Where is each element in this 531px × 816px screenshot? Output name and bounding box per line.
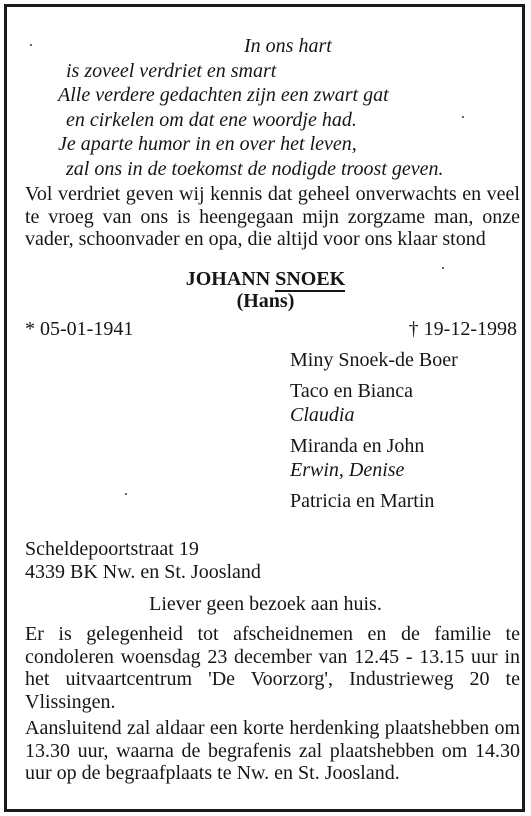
first-name: JOHANN — [185, 268, 271, 290]
family-member: Miny Snoek-de Boer — [290, 349, 458, 371]
family-member: Patricia en Martin — [290, 490, 435, 512]
poem-line: In ons hart — [244, 35, 332, 57]
funeral-paragraph: Aansluitend zal aldaar een korte herdenking plaatshebben om 13.30 uur, waarna de begrafenis zal plaatshebben om 14.30 uur op de begraafplaats te Nw. en St. Joosland. — [25, 717, 520, 784]
birth-date: * 05-01-1941 — [25, 318, 134, 340]
poem — [58, 34, 444, 181]
grandchildren: Erwin, Denise — [290, 459, 405, 481]
address-city: 4339 BK Nw. en St. Joosland — [25, 561, 261, 583]
poem-line: Alle verdere gedachten zijn een zwart gat — [58, 84, 389, 106]
family-list — [290, 348, 458, 513]
poem-line: Je aparte humor in en over het leven, — [58, 133, 357, 155]
deceased-name — [0, 268, 531, 290]
no-visit-note: Liever geen bezoek aan huis. — [149, 593, 382, 615]
death-date: † 19-12-1998 — [408, 318, 517, 340]
address-street: Scheldepoortstraat 19 — [25, 538, 199, 560]
grandchildren: Claudia — [290, 404, 355, 426]
print-speck — [125, 493, 127, 495]
family-member: Miranda en John — [290, 435, 425, 457]
poem-line: zal ons in de toekomst de nodigde troost geven. — [66, 157, 444, 180]
print-speck — [442, 267, 444, 269]
condolence-paragraph: Er is gelegenheid tot afscheidnemen en de familie te condoleren woensdag 23 december van 12.45 - 13.15 uur in het uitvaartcentrum 'De Voorzorg', Industrieweg 20 te Vlissingen. — [25, 623, 520, 713]
last-name: SNOEK — [275, 268, 346, 290]
print-speck — [30, 44, 32, 46]
deceased-nickname: (Hans) — [236, 290, 295, 312]
poem-line: en cirkelen om dat ene woordje had. — [66, 108, 357, 131]
print-speck — [462, 116, 464, 118]
home-address — [25, 538, 261, 584]
poem-line: is zoveel verdriet en smart — [66, 59, 277, 82]
family-member: Taco en Bianca — [290, 380, 413, 402]
intro-text: Vol verdriet geven wij kennis dat geheel onverwachts en veel te vroeg van ons is heengegaan mijn zorgzame man, onze vader, schoonvader en opa, die altijd voor ons klaar stond — [25, 183, 520, 250]
